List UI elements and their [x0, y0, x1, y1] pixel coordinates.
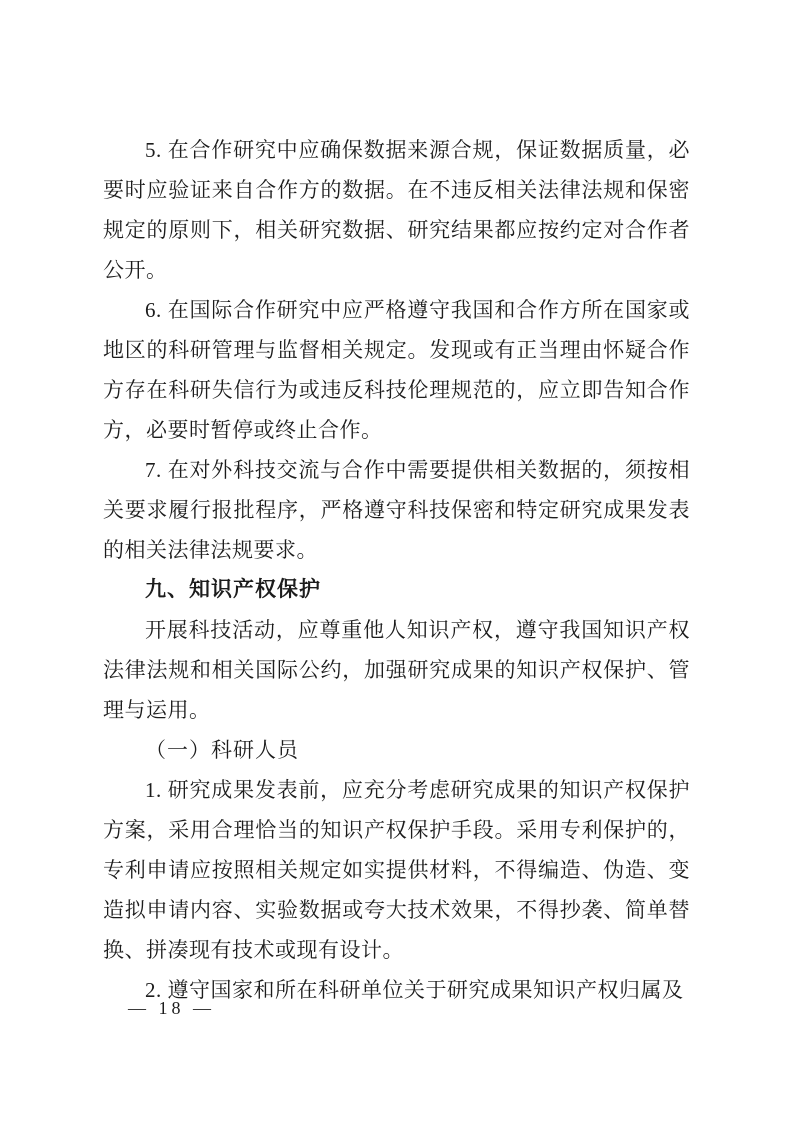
paragraph-item-2-truncated: 2. 遵守国家和所在科研单位关于研究成果知识产权归属及	[145, 978, 684, 1002]
paragraph-item-1: 1. 研究成果发表前，应充分考虑研究成果的知识产权保护方案，采用合理恰当的知识产权保护手段。采用专利保护的，专利申请应按照相关规定如实提供材料，不得编造、伪造、变造拟申请内容、实验数据或夸大技术效果，不得抄袭、简单替换、拼凑现有技术或现有设计。	[103, 778, 690, 962]
section-heading-ip-protection: 九、知识产权保护	[145, 578, 321, 601]
paragraph-item-7: 7. 在对外科技交流与合作中需要提供相关数据的，须按相关要求履行报批程序，严格遵守科技保密和特定研究成果发表的相关法律法规要求。	[103, 458, 690, 562]
paragraph-item-5: 5. 在合作研究中应确保数据来源合规，保证数据质量，必要时应验证来自合作方的数据。在不违反相关法律法规和保密规定的原则下，相关研究数据、研究结果都应按约定对合作者公开。	[103, 138, 690, 282]
paragraph-item-6: 6. 在国际合作研究中应严格遵守我国和合作方所在国家或地区的科研管理与监督相关规定。发现或有正当理由怀疑合作方存在科研失信行为或违反科技伦理规范的，应立即告知合作方，必要时暂停或终止合作。	[103, 298, 690, 442]
paragraph-ip-intro: 开展科技活动，应尊重他人知识产权，遵守我国知识产权法律法规和相关国际公约，加强研究成果的知识产权保护、管理与运用。	[103, 618, 690, 722]
subsection-heading-researchers: （一）科研人员	[145, 738, 299, 762]
document-body	[103, 130, 690, 1010]
page-number: — 18 —	[128, 998, 215, 1018]
